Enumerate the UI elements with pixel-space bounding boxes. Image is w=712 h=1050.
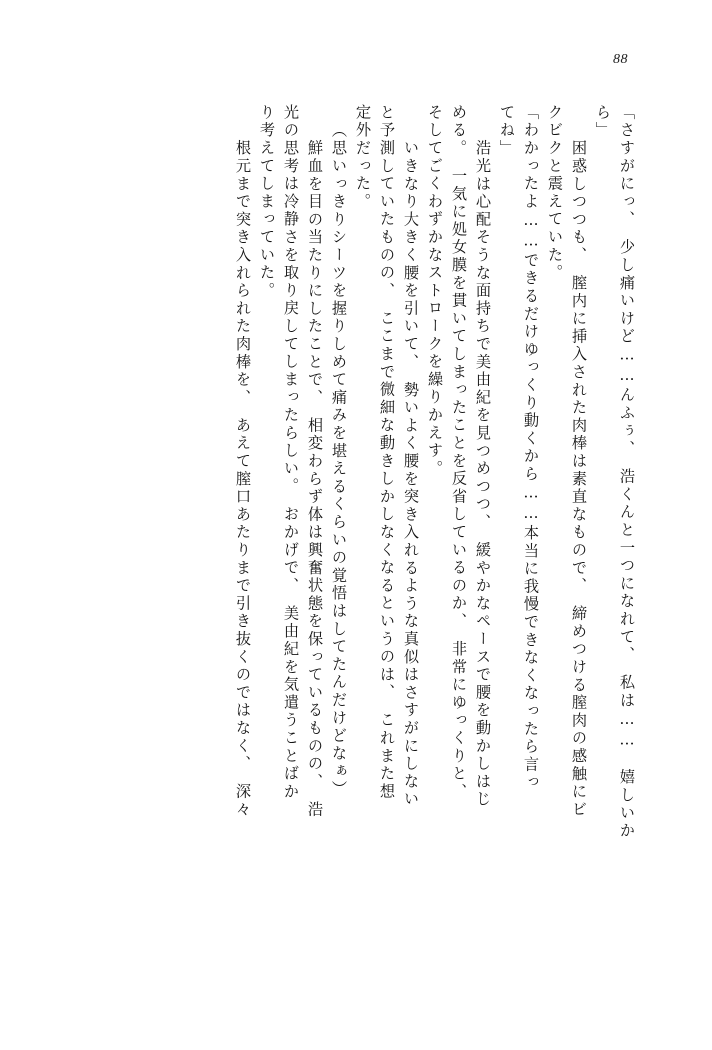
text-line: 困惑しつつも、 膣内に挿入された肉棒は素直なもので、 締めつける膣肉の感触にビ xyxy=(570,122,588,819)
text-line: 光の思考は冷静さを取り戻してしまったらしい。 おかげで、 美由紀を気遣うことばか xyxy=(282,104,300,801)
text-line: 鮮血を目の当たりにしたことで、 相変わらず体は興奮状態を保っているものの、 浩 xyxy=(306,122,324,819)
text-line: 根元まで突き入れられた肉棒を、 あえて膣口あたりまで引き抜くのではなく、 深々 xyxy=(234,122,252,819)
text-line: と予測していたものの、 ここまで微細な動きしかしなくなるというのは、 これまた想 xyxy=(378,104,396,801)
text-line: クビクと震えていた。 xyxy=(546,104,564,282)
text-line: 「わかったよ……できるだけゆっくり動くから……本当に我慢できなくなったら言っ xyxy=(522,104,540,792)
text-line: （思いっきりシーツを握りしめて痛みを堪えるくらいの覚悟はしてたんだけどなぁ） xyxy=(330,122,348,799)
page-number: 88 xyxy=(613,52,628,67)
text-line: める。 一気に処女膜を貫いてしまったことを反省しているのか、 非常にゆっくりと、 xyxy=(450,104,468,801)
text-line: 「さすがにっ、 少し痛いけど……んふぅ、 浩くんと一つになれて、 私は…… 嬉しいか xyxy=(618,104,636,840)
text-line: り考えてしまっていた。 xyxy=(258,104,276,300)
text-line: ら」 xyxy=(594,104,612,140)
text-line: いきなり大きく腰を引いて、 勢いよく腰を突き入れるような真似はさすがにしない xyxy=(402,122,420,809)
text-line: 浩光は心配そうな面持ちで美由紀を見つめつつ、 緩やかなペースで腰を動かしはじ xyxy=(474,122,492,809)
text-line: てね」 xyxy=(498,104,516,158)
text-line: そしてごくわずかなストロークを繰りかえす。 xyxy=(426,104,444,478)
text-line: 定外だった。 xyxy=(354,104,372,211)
vertical-text-block xyxy=(74,104,634,969)
